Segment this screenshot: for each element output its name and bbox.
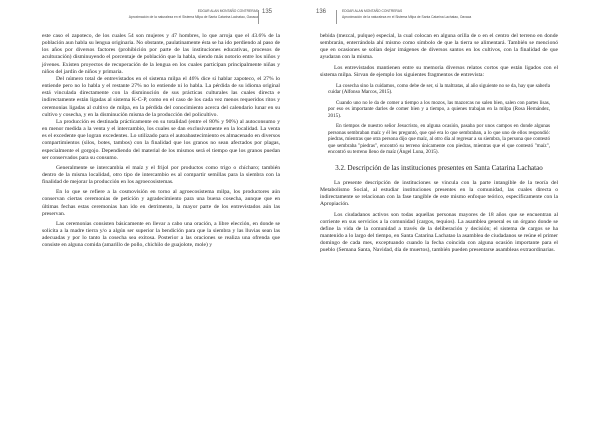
header-divider-left — [258, 10, 259, 24]
header-divider-right — [336, 10, 337, 24]
running-header-right — [342, 8, 471, 20]
page-number-right: 136 — [316, 9, 327, 15]
paragraph: este caso el zapoteco, de los cuales 54 son mujeres y 47 hombres, lo que arroja que el 43.6% de la población aun habla su lengua originaria. No obstante, paulatinamente ésta se ha ido perdiendo al paso de los años por diversos factores (prohibición por parte de las instituciones educativas, procesos de aculturación) disminuyendo el porcentaje de población que la habla, siendo más notorio entre los niños y jóvenes. Existen proyectos de recuperación de la lengua en los cuales participan principalmente niñas y niños del jardín de niños y primaria. — [42, 33, 280, 75]
header-title-right: Aproximación de la naturaleza en el Sistema Milpa de Santa Catarina Lachatao, Oaxaca — [342, 15, 472, 19]
paragraph: Los ciudadanos activos son todas aquellas personas mayores de 18 años que se encuentran al corriente en sus servicios a la comunidad (cargos, tequios). La asamblea general es un órgano donde se define la vida de la comunidad a través de la deliberación y decisión; el sistema de cargos se ha mantenido a lo largo del tiempo, en Santa Catarina Lachatao la asamblea de ciudadanos se reúne el primer domingo de cada mes, exceptuando cuando la fecha coincida con alguna ocasión importante para el pueblo (Semana Santa, Navidad, día de muertos), también pueden presentarse asambleas extraordinarias. — [320, 211, 558, 254]
running-header-left — [129, 8, 258, 20]
block-quote: La cosecha sino la cuidamos, como debe de ser, si la maltratas, al año siguiente no se da, hay que saberla cuidar (Alfonso Marcos, 2015). — [328, 82, 550, 96]
right-page — [300, 0, 600, 440]
header-author-left: EDGAR ALAN MONTAÑO CONTRERAS — [197, 9, 258, 13]
paragraph: En lo que se refiere a la cosmovisión en torno al agroecosistema milpa, los productores aún conservan ciertas ceremonias de petición y agradecimiento para una buena cosecha, aunque que en últimas fechas estas ceremonias han ido en detrimento, la mayor parte de los entrevistados aún las preservan. — [42, 189, 280, 217]
block-quote: Cuando uno no le da de comer a tiempo a los mozos, las mazorcas no salen bien, salen con partes lisas, por eso es importante darles de comer bien y a tiempo, a quienes trabajan en la milpa (Rosa Hernández, 2015). — [328, 99, 550, 119]
paragraph: Las ceremonias consisten básicamente en llevar a cabo una oración, a libre elección, en donde se solicita a la madre tierra y/o a algún ser superior la bendición para que la siembra y las lluvias sean las adecuadas y por lo tanto la cosecha sea exitosa. Posterior a las oraciones se realiza una ofrenda que consiste en alguna comida (amarillo de pollo, chichilo de guajolote, mole) y — [42, 220, 280, 249]
paragraph: Generalmente se intercambia el maíz y el frijol por productos como trigo o chícharo; también dentro de la misma localidad, otro tipo de intercambio es al compartir semillas para la siembra con la finalidad de mejorar la producción en los agroecosistemas. — [42, 164, 280, 186]
paragraph: bebida (mezcal, pulque) especial, la cual colocan en alguna orilla de o en el centro del terreno en donde sembrarán, enterrándola ahí mismo como símbolo de que la tierra se alimentará. También se mencionó que en ocasiones se solían dejar imágenes de diversos santos en los cultivos, con la finalidad de que ayudaran con la misma. — [320, 33, 558, 61]
page-number-left: 135 — [262, 9, 273, 15]
block-quote: En tiempos de nuestro señor Jesucristo, en alguna ocasión, pasaba por unos campos en donde algunas personas sembraban maíz y él les preguntó, que qué era lo que sembraban, a lo que uno de ellos respondió: piedras, mientras que otra persona dijo que maíz, al otro día al regresar a su siembra, la persona que contestó que sembraba "piedras", encontró su terreno únicamente con piedras, mientras que el que contestó "maíz", encontró su terreno lleno de maíz (Ángel Luna, 2015). — [328, 123, 550, 156]
paragraph: La presente descripción de instituciones se vincula con la parte intangible de la teoría del Metabolismo Social, al estudiar instituciones presentes en la comunidad, las cuales directa o indirectamente se relacionan con la fase tangible de este mismo enfoque teórico, específicamente con la Apropiación. — [320, 179, 558, 208]
header-author-right: EDGAR ALAN MONTAÑO CONTRERAS — [342, 9, 403, 13]
right-body — [320, 33, 558, 255]
paragraph: La producción es destinada prácticamente en su totalidad (entre el 80% y 90%) al autoconsumo y en menor medida a la venta y el intercambio, los cuales se dan exclusivamente en la localidad. La venta es el excedente que logran excedentes. Lo utilizado para el autoabastecimiento es almacenado en diversos compartimientos (silos, botes, tambos) con la finalidad que los granos no sean afectados por plagas, especialmente el gorgojo. Dependiendo del material de los mismos será el tiempo que los granos puedan ser conservados para su consumo. — [42, 118, 280, 161]
paragraph: Los entrevistados mantienen entre su memoria diversos relatos cortos que están ligados con el sistema milpa. Sirvan de ejemplo los siguientes fragmentos de entrevista: — [320, 64, 558, 78]
section-heading: 3.2. Descripción de las instituciones presentes en Santa Catarina Lachatao — [335, 163, 543, 172]
left-body — [42, 33, 280, 250]
paragraph: Del número total de entrevistados en el sistema milpa el 46% dice sí hablar zapoteco, el 27% lo entiende pero no lo habla y el restante 27% no lo entiende ni lo habla. La pérdida de su idioma original está vinculada directamente con la disminución de sus prácticas culturales las cuales directa e indirectamente están ligadas al sistema K-C-P, como en el caso de los cada vez menos requeridos ritos y ceremonias ligadas al cultivo de milpa, en la pérdida del conocimiento acerca del calendario lunar en su cultivo y cosecha, y en la disminución misma de la producción del policultivo. — [42, 75, 280, 118]
header-title-left: Aproximación de la naturaleza en el Sistema Milpa de Santa Catarina Lachatao, Oaxaca — [128, 15, 258, 19]
